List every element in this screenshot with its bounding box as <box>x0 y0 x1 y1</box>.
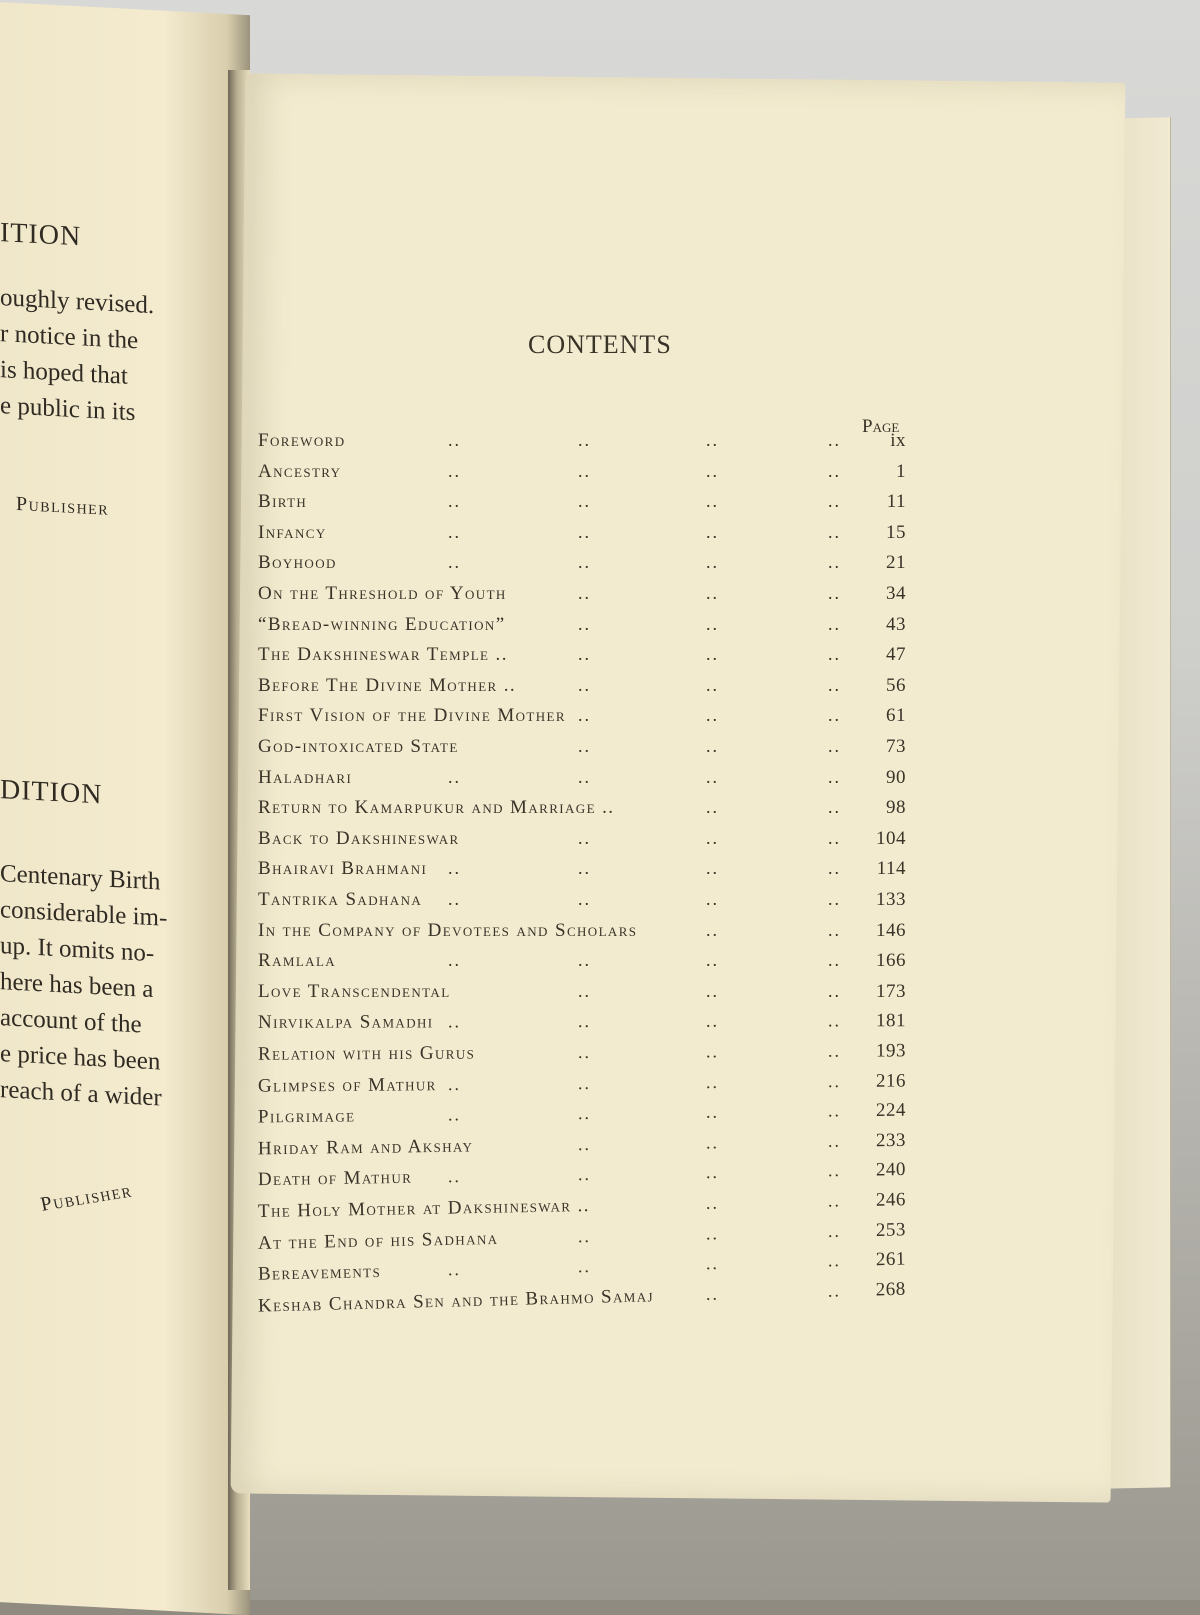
leader-dots: .. <box>827 1010 842 1031</box>
toc-entry <box>258 675 918 705</box>
toc-entry-title: Birth <box>258 491 308 513</box>
leader-dots: .. <box>448 491 461 512</box>
toc-entry-title: First Vision of the Divine Mother <box>258 705 566 727</box>
leader-dots: .. <box>828 430 841 450</box>
leader-dots: .. <box>827 1220 842 1241</box>
leader-dots: .. <box>448 521 461 542</box>
leader-dots: .. <box>828 919 841 940</box>
leader-dots: .. <box>577 1072 592 1093</box>
left-heading-1: ITION <box>0 217 82 253</box>
leader-dots: .. <box>448 430 461 450</box>
toc-entry-title: Haladhari <box>258 766 353 788</box>
leader-dots: .. <box>578 736 591 756</box>
toc-entry-page: 104 <box>876 827 906 849</box>
leader-dots: .. <box>577 1011 592 1032</box>
toc-entry-page: 90 <box>886 766 906 788</box>
leader-dots: .. <box>706 613 719 634</box>
toc-entry-page: 61 <box>886 705 906 727</box>
toc-entry-title: Hriday Ram and Akshay <box>257 1135 474 1160</box>
toc-entry-title: “Bread-winning Education” <box>258 613 506 635</box>
leader-dots: .. <box>827 1130 842 1151</box>
leader-dots: .. <box>828 491 841 512</box>
toc-entry-page: 56 <box>886 674 906 696</box>
leader-dots: .. <box>706 950 719 971</box>
leader-dots: .. <box>578 674 591 695</box>
left-line: oughly revised. <box>0 284 155 320</box>
leader-dots: .. <box>706 491 719 512</box>
leader-dots: .. <box>827 1160 842 1181</box>
leader-dots: .. <box>828 460 841 481</box>
leader-dots: .. <box>705 1192 720 1213</box>
toc-entry-page: 216 <box>875 1070 907 1092</box>
toc-entry-page: 233 <box>875 1129 907 1152</box>
leader-dots: .. <box>706 552 719 573</box>
leader-dots: .. <box>828 736 841 756</box>
toc-entry-page: 181 <box>875 1010 907 1032</box>
toc-entry-title: Foreword <box>258 430 346 451</box>
leader-dots: .. <box>578 613 591 634</box>
leader-dots: .. <box>447 1259 462 1280</box>
toc-entry <box>258 858 918 888</box>
left-line: r notice in the <box>0 320 139 355</box>
left-line: e public in its <box>0 392 136 427</box>
leader-dots: .. <box>706 705 719 726</box>
table-of-contents <box>258 330 938 1380</box>
leader-dots: .. <box>705 1162 720 1183</box>
leader-dots: .. <box>828 980 841 1001</box>
leader-dots: .. <box>828 613 841 634</box>
toc-entry <box>258 828 918 858</box>
toc-entry-page: 73 <box>886 736 906 757</box>
leader-dots: .. <box>706 858 719 879</box>
leader-dots: .. <box>578 950 591 971</box>
toc-entry-title: Relation with his Gurus <box>257 1042 476 1065</box>
toc-entry-title: Ramlala <box>258 950 337 972</box>
leader-dots: .. <box>706 766 719 787</box>
leader-dots: .. <box>828 583 841 603</box>
toc-entry <box>258 583 918 613</box>
leader-dots: .. <box>828 858 841 879</box>
left-line: e price has been <box>0 1040 161 1076</box>
leader-dots: .. <box>828 674 841 695</box>
toc-entry-title: The Dakshineswar Temple .. <box>258 644 508 666</box>
toc-entry-title: Bhairavi Brahmani <box>258 858 428 880</box>
leader-dots: .. <box>828 552 841 573</box>
toc-entry <box>258 430 918 460</box>
leader-dots: .. <box>828 521 841 542</box>
leader-dots: .. <box>705 1011 720 1032</box>
leader-dots: .. <box>577 1133 592 1154</box>
leader-dots: .. <box>827 1100 842 1121</box>
leader-dots: .. <box>448 858 461 879</box>
leader-dots: .. <box>578 644 591 665</box>
toc-entry-title: Love Transcendental <box>258 980 451 1002</box>
leader-dots: .. <box>827 1280 842 1301</box>
toc-entry-title: Nirvikalpa Samadhi <box>257 1011 434 1034</box>
leader-dots: .. <box>705 1222 720 1244</box>
toc-entry <box>258 614 918 644</box>
toc-entry <box>258 950 918 980</box>
leader-dots: .. <box>827 1070 842 1091</box>
leader-dots: .. <box>578 889 591 909</box>
toc-entry <box>258 889 918 919</box>
left-line: considerable im- <box>0 896 168 932</box>
leader-dots: .. <box>706 430 719 450</box>
toc-entry-page: 240 <box>875 1159 907 1181</box>
contents-heading: CONTENTS <box>528 330 672 359</box>
leader-dots: .. <box>578 430 591 450</box>
toc-entry <box>258 797 918 827</box>
left-heading-2: DITION <box>0 774 103 811</box>
leader-dots: .. <box>578 766 591 787</box>
toc-entry-page: 146 <box>876 919 906 941</box>
toc-entry <box>258 491 918 521</box>
toc-entry-title: Boyhood <box>258 552 337 574</box>
leader-dots: .. <box>706 521 719 542</box>
leader-dots: .. <box>448 950 461 971</box>
publisher-signature: Publisher <box>38 1179 135 1216</box>
leader-dots: .. <box>577 1256 592 1277</box>
toc-entry-page: 246 <box>875 1189 907 1211</box>
leader-dots: .. <box>705 1132 720 1153</box>
toc-entry <box>258 981 918 1011</box>
toc-entry-page: 133 <box>876 889 906 910</box>
left-line: is hoped that <box>0 356 128 390</box>
toc-entry <box>258 522 918 552</box>
leader-dots: .. <box>706 736 719 756</box>
toc-entry-title: Before The Divine Mother .. <box>258 674 517 696</box>
left-line: account of the <box>0 1004 142 1039</box>
page-column-label: Page <box>862 416 900 437</box>
toc-entry-page: 43 <box>886 613 906 635</box>
toc-entry <box>258 1040 918 1073</box>
toc-entry-title: Bereavements <box>257 1261 382 1285</box>
leader-dots: .. <box>447 1073 462 1094</box>
leader-dots: .. <box>828 705 841 726</box>
toc-entry-page: 173 <box>876 980 906 1002</box>
toc-entry <box>258 552 918 582</box>
toc-entry <box>258 461 918 491</box>
leader-dots: .. <box>578 858 591 879</box>
toc-entry-page: 98 <box>886 797 906 819</box>
toc-entry-title: Ancestry <box>258 460 342 482</box>
toc-entry-page: 1 <box>896 460 906 482</box>
toc-entry-title: Pilgrimage <box>257 1105 356 1128</box>
toc-entry-page: 114 <box>876 858 906 880</box>
leader-dots: .. <box>706 644 719 665</box>
leader-dots: .. <box>828 797 841 818</box>
leader-dots: .. <box>448 552 461 573</box>
toc-entry-title: Death of Mathur <box>257 1167 413 1191</box>
leader-dots: .. <box>705 1041 720 1062</box>
leader-dots: .. <box>827 1190 842 1211</box>
leader-dots: .. <box>448 766 461 787</box>
leader-dots: .. <box>706 827 719 848</box>
leader-dots: .. <box>578 980 591 1001</box>
leader-dots: .. <box>706 889 719 909</box>
leader-dots: .. <box>578 827 591 848</box>
toc-entry-page: 166 <box>876 950 906 972</box>
leader-dots: .. <box>706 460 719 481</box>
left-line: Centenary Birth <box>0 860 161 896</box>
left-line: reach of a wider <box>0 1076 162 1112</box>
toc-entry-page: ix <box>890 430 906 451</box>
toc-entry-title: In the Company of Devotees and Scholars <box>258 919 638 941</box>
toc-entry <box>258 767 918 797</box>
toc-entry-page: 253 <box>875 1218 907 1241</box>
leader-dots: .. <box>705 1101 720 1122</box>
leader-dots: .. <box>448 889 461 909</box>
leader-dots: .. <box>706 674 719 695</box>
toc-entry <box>258 736 918 766</box>
toc-entry-page: 11 <box>886 491 906 513</box>
leader-dots: .. <box>828 827 841 848</box>
leader-dots: .. <box>828 950 841 971</box>
leader-dots: .. <box>578 460 591 481</box>
toc-entry-title: Tantrika Sadhana <box>258 889 423 910</box>
toc-entry-page: 224 <box>875 1099 907 1122</box>
left-page <box>0 0 250 1615</box>
leader-dots: .. <box>578 583 591 603</box>
leader-dots: .. <box>447 1166 462 1187</box>
leader-dots: .. <box>577 1225 592 1246</box>
leader-dots: .. <box>577 1103 592 1124</box>
leader-dots: .. <box>706 583 719 603</box>
toc-entry-page: 21 <box>886 552 906 574</box>
toc-entry-title: God-intoxicated State <box>258 736 459 757</box>
toc-entry-title: On the Threshold of Youth <box>258 583 507 604</box>
toc-entry-title: Return to Kamarpukur and Marriage .. <box>258 797 615 819</box>
toc-entry-title: The Holy Mother at Dakshineswar .. <box>257 1194 591 1223</box>
toc-entry-title: Keshab Chandra Sen and the Brahmo Samaj <box>257 1285 655 1317</box>
toc-entry <box>258 1011 918 1043</box>
leader-dots: .. <box>577 1164 592 1185</box>
toc-entry-page: 268 <box>875 1278 907 1301</box>
toc-entry-page: 193 <box>875 1040 907 1062</box>
toc-entry-title: Glimpses of Mathur <box>257 1073 437 1097</box>
left-line: up. It omits no- <box>0 932 155 968</box>
leader-dots: .. <box>578 552 591 573</box>
leader-dots: .. <box>448 460 461 481</box>
toc-entry-title: Infancy <box>258 521 327 543</box>
leader-dots: .. <box>578 521 591 542</box>
toc-entry-title: Back to Dakshineswar <box>258 827 460 849</box>
toc-entry-page: 15 <box>886 521 906 543</box>
leader-dots: .. <box>578 705 591 726</box>
toc-entry <box>258 705 918 735</box>
leader-dots: .. <box>706 980 719 1001</box>
leader-dots: .. <box>828 644 841 665</box>
toc-entry <box>258 644 918 674</box>
leader-dots: .. <box>705 1283 720 1304</box>
leader-dots: .. <box>706 919 719 940</box>
toc-entry-title: At the End of his Sadhana <box>257 1227 499 1254</box>
leader-dots: .. <box>827 1040 842 1061</box>
leader-dots: .. <box>447 1011 462 1032</box>
leader-dots: .. <box>828 889 841 909</box>
left-line: here has been a <box>0 968 154 1004</box>
leader-dots: .. <box>447 1104 462 1125</box>
leader-dots: .. <box>578 491 591 512</box>
toc-entry-page: 261 <box>875 1248 907 1271</box>
leader-dots: .. <box>706 797 719 818</box>
leader-dots: .. <box>828 766 841 787</box>
leader-dots: .. <box>827 1250 842 1271</box>
toc-entry-page: 47 <box>886 644 906 666</box>
publisher-signature: Publisher <box>16 492 110 520</box>
leader-dots: .. <box>705 1253 720 1274</box>
leader-dots: .. <box>577 1041 592 1063</box>
leader-dots: .. <box>705 1071 720 1092</box>
toc-entry-page: 34 <box>886 583 906 604</box>
toc-entry <box>258 920 918 950</box>
